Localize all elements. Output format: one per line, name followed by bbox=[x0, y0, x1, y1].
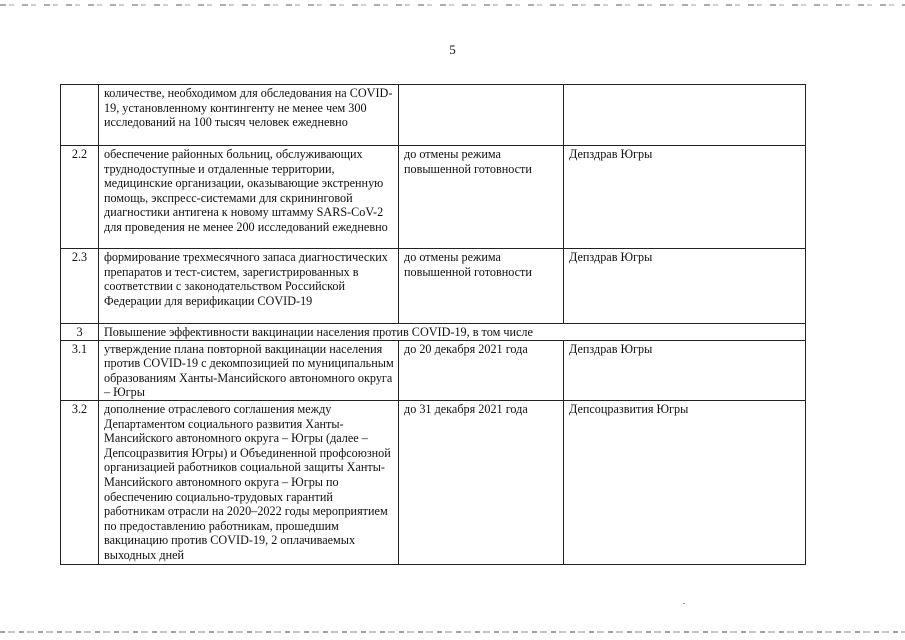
row-deadline bbox=[399, 85, 564, 146]
scan-edge-bottom bbox=[0, 631, 905, 633]
row-action: дополнение отраслевого соглашения между Департаментом социального развития Ханты-Мансийского автономного округа – Югры (далее – Депсоцразвития Югры) и Объединенной профсоюзной организацией работников социальной защиты Ханты-Мансийского автономного округа – Югры по обеспечению социально-трудовых гарантий работникам отрасли на 2020–2022 годы мероприятием по предоставлению работникам, прошедшим вакцинацию против COVID-19, 2 оплачиваемых выходных дней bbox=[99, 400, 399, 564]
section-row bbox=[61, 324, 806, 341]
table-row bbox=[61, 146, 806, 249]
section-number: 3 bbox=[61, 324, 99, 341]
table-row bbox=[61, 340, 806, 400]
row-deadline: до отмены режима повышенной готовности bbox=[399, 146, 564, 249]
scan-speck bbox=[683, 603, 685, 604]
row-number: 3.2 bbox=[61, 400, 99, 564]
row-responsible: Депздрав Югры bbox=[564, 249, 806, 324]
table-row bbox=[61, 85, 806, 146]
row-number: 2.2 bbox=[61, 146, 99, 249]
row-action: формирование трехмесячного запаса диагностических препаратов и тест-систем, зарегистрированных в соответствии с законодательством Российской Федерации для верификации COVID-19 bbox=[99, 249, 399, 324]
page-number: 5 bbox=[449, 42, 456, 57]
row-action: количестве, необходимом для обследования на COVID-19, установленному контингенту не менее чем 300 исследований на 100 тысяч человек ежедневно bbox=[99, 85, 399, 146]
row-deadline: до отмены режима повышенной готовности bbox=[399, 249, 564, 324]
row-deadline: до 20 декабря 2021 года bbox=[399, 340, 564, 400]
scan-edge-top bbox=[0, 4, 905, 6]
row-responsible: Депздрав Югры bbox=[564, 340, 806, 400]
row-number: 2.3 bbox=[61, 249, 99, 324]
row-number bbox=[61, 85, 99, 146]
row-responsible: Депсоцразвития Югры bbox=[564, 400, 806, 564]
row-action: обеспечение районных больниц, обслуживающих труднодоступные и отдаленные территории, медицинские организации, оказывающие экстренную помощь, экспресс-системами для скрининговой диагностики антигена к новому штамму SARS-CoV-2 для проведения не менее 200 исследований ежедневно bbox=[99, 146, 399, 249]
row-responsible bbox=[564, 85, 806, 146]
measures-table bbox=[60, 84, 806, 565]
row-action: утверждение плана повторной вакцинации населения против COVID-19 с декомпозицией по муниципальным образованиям Ханты-Мансийского автономного округа – Югры bbox=[99, 340, 399, 400]
row-number: 3.1 bbox=[61, 340, 99, 400]
row-responsible: Депздрав Югры bbox=[564, 146, 806, 249]
row-deadline: до 31 декабря 2021 года bbox=[399, 400, 564, 564]
table-row bbox=[61, 400, 806, 564]
section-title: Повышение эффективности вакцинации населения против COVID-19, в том числе bbox=[99, 324, 806, 341]
table-row bbox=[61, 249, 806, 324]
